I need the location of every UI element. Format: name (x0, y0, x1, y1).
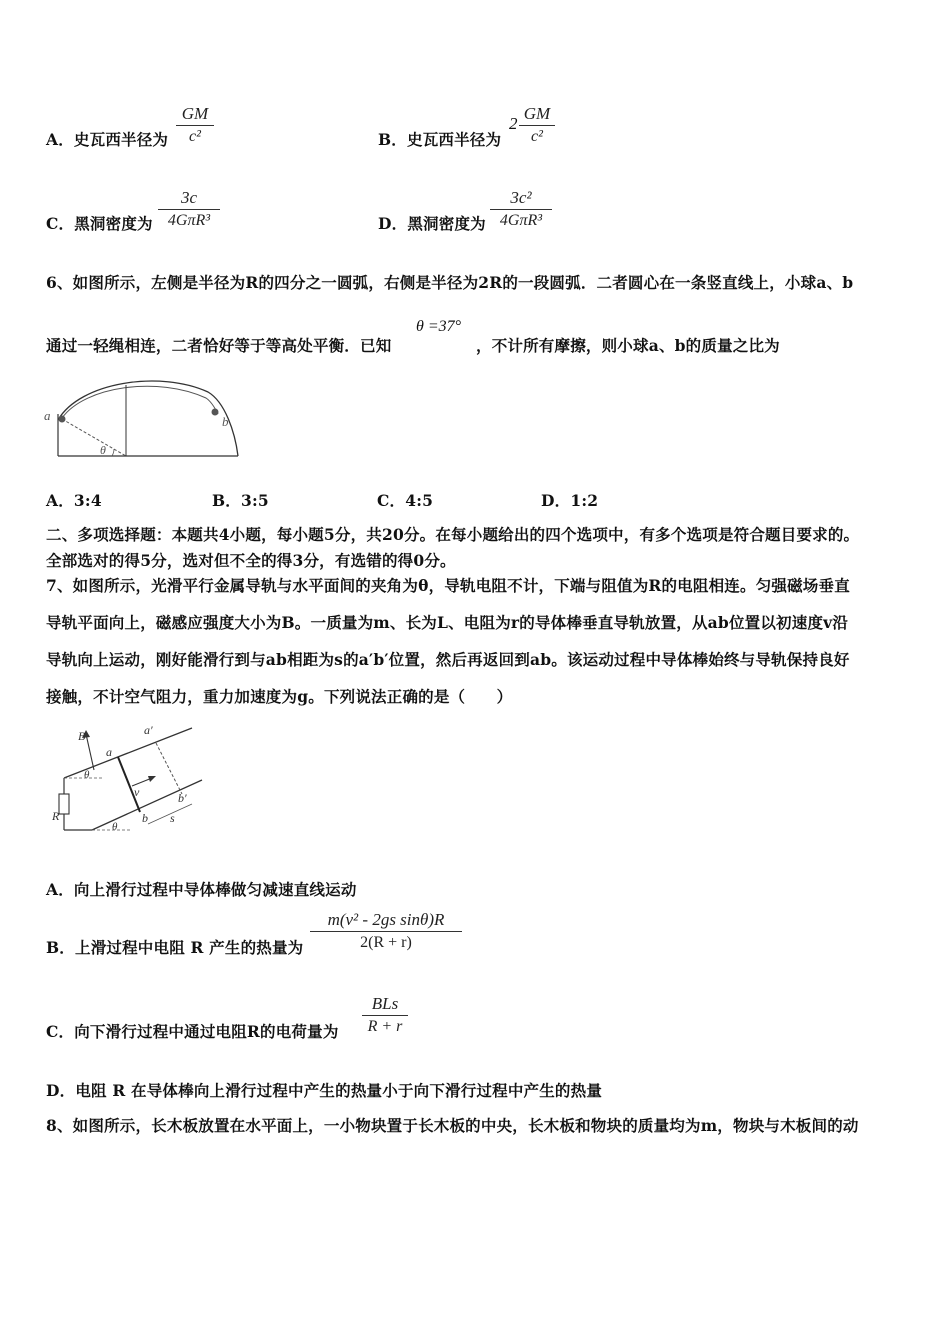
q7-label-r: R (52, 809, 60, 823)
q6-option-c: C．4:5 (377, 491, 434, 510)
q7-fig-b-arrow (86, 734, 94, 770)
q6-fig-arc (58, 381, 238, 456)
q6-stem-line2b: ，不计所有摩擦，则小球a、b的质量之比为 (476, 336, 780, 355)
q7-fig-v-arrowhead (148, 776, 156, 782)
q6-ball-a (59, 416, 66, 423)
q5-d-numerator: 3c² (510, 188, 532, 207)
q7-fig-rod-a2b2 (156, 743, 182, 794)
q6-label-theta: θ (100, 443, 106, 457)
q6-option-a: A．3:4 (46, 491, 102, 510)
q6-option-b: B．3:5 (212, 491, 269, 510)
q7-stem-line3: 导轨向上运动，刚好能滑行到与ab相距为s的a′b′位置，然后再返回到ab。该运动过程中导体棒始终与导轨保持良好 (46, 650, 850, 669)
q5-b-denominator: c² (531, 128, 543, 145)
q5-b-coefficient: 2 (509, 114, 518, 133)
q5-option-a-formula (176, 104, 214, 147)
q7-option-a: A．向上滑行过程中导体棒做匀减速直线运动 (46, 880, 357, 899)
q7-label-b-prime: b′ (178, 791, 187, 805)
q5-option-b-label: B．史瓦西半径为 (378, 130, 502, 149)
q6-label-b: b (222, 414, 229, 429)
q8-stem-line1: 8、如图所示，长木板放置在水平面上，一小物块置于长木板的中央，长木板和物块的质量均为m，物块与木板间的动 (46, 1116, 859, 1135)
q7-figure (52, 720, 212, 840)
q7-b-numerator: m(v² - 2gs sinθ)R (327, 910, 445, 929)
section2-instructions-line1: 二、多项选择题：本题共4小题，每小题5分，共20分。在每小题给出的四个选项中，有多个选项是符合题目要求的。 (46, 525, 860, 544)
q6-figure (40, 372, 245, 464)
q7-label-v: v (134, 785, 140, 799)
q6-ball-b (212, 409, 219, 416)
q7-label-theta-bottom: θ (112, 821, 118, 833)
q7-c-denominator: R + r (367, 1018, 403, 1035)
q6-fig-dashed-radius (62, 419, 126, 456)
q6-label-a: a (44, 408, 51, 423)
q5-option-d-label: D．黑洞密度为 (378, 214, 486, 233)
q7-label-a-prime: a′ (144, 723, 153, 737)
q7-label-a: a (106, 745, 112, 759)
q7-stem-line2: 导轨平面向上，磁感应强度大小为B。一质量为m、长为L、电阻为r的导体棒垂直导轨放置，从ab位置以初速度v沿 (46, 613, 849, 632)
q5-option-c-formula (158, 188, 220, 231)
q6-stem-line2a: 通过一轻绳相连，二者恰好等于等高处平衡．已知 (46, 336, 392, 355)
q7-option-b-formula (310, 910, 462, 953)
q7-option-d: D．电阻 R 在导体棒向上滑行过程中产生的热量小于向下滑行过程中产生的热量 (46, 1081, 603, 1100)
q7-stem-line4: 接触，不计空气阻力，重力加速度为g。下列说法正确的是（ ） (46, 687, 513, 706)
q7-label-b-field: B (78, 729, 86, 743)
q7-b-denominator: 2(R + r) (360, 934, 412, 951)
q7-label-b-end: b (142, 811, 148, 825)
q7-option-c-label: C．向下滑行过程中通过电阻R的电荷量为 (46, 1022, 339, 1041)
q5-b-numerator: GM (523, 104, 551, 123)
q7-option-c-formula (362, 994, 408, 1037)
q6-stem-line1: 6、如图所示，左侧是半径为R的四分之一圆弧，右侧是半径为2R的一段圆弧．二者圆心在一条竖直线上，小球a、b (46, 273, 854, 292)
section2-instructions-line2: 全部选对的得5分，选对但不全的得3分，有选错的得0分。 (46, 551, 456, 570)
q7-stem-line1: 7、如图所示，光滑平行金属导轨与水平面间的夹角为θ，导轨电阻不计，下端与阻值为R的电阻相连。匀强磁场垂直 (46, 576, 850, 595)
q7-c-numerator: BLs (371, 994, 399, 1013)
q6-theta-value: θ =37° (416, 318, 462, 335)
q5-a-numerator: GM (181, 104, 209, 123)
q7-option-b-label: B．上滑过程中电阻 R 产生的热量为 (46, 938, 304, 957)
q5-c-numerator: 3c (180, 188, 198, 207)
q7-label-s: s (170, 811, 175, 825)
q7-fig-resistor (59, 794, 69, 814)
q5-option-a-label: A．史瓦西半径为 (46, 130, 169, 149)
q5-d-denominator: 4GπR³ (499, 212, 543, 229)
q5-option-c-label: C．黑洞密度为 (46, 214, 153, 233)
q6-fig-rope (62, 386, 218, 418)
q5-a-denominator: c² (189, 128, 201, 145)
q6-fig-angle-arc (112, 449, 114, 456)
q5-option-b-formula (519, 104, 555, 147)
q7-label-theta-top: θ (84, 769, 90, 781)
q5-c-denominator: 4GπR³ (167, 212, 211, 229)
q5-option-d-formula (490, 188, 552, 231)
q6-option-d: D．1:2 (541, 491, 599, 510)
